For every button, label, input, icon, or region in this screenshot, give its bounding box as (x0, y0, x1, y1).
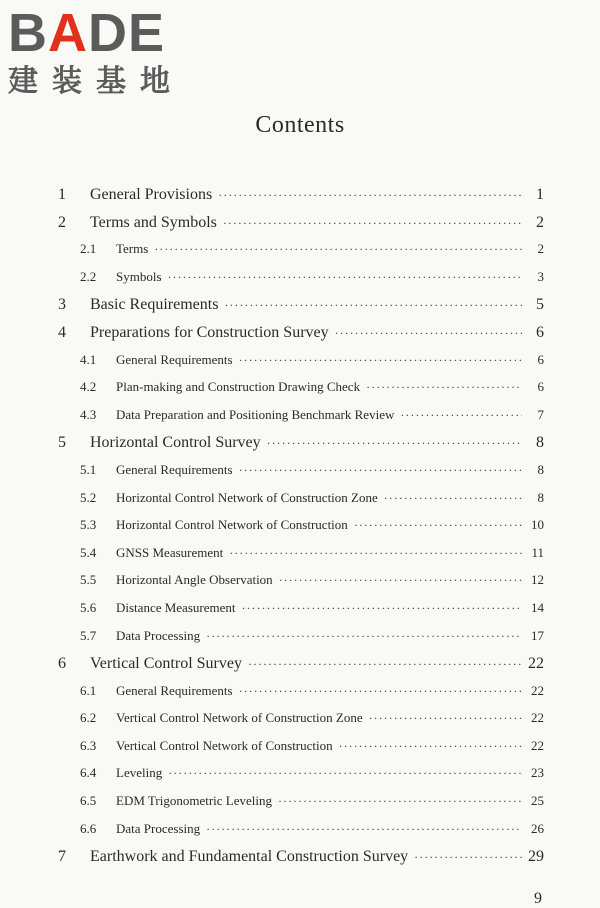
toc-title: Terms (116, 241, 149, 257)
toc-leader-dots (206, 629, 522, 644)
toc-section-row[interactable] (58, 710, 544, 738)
toc-number: 5.4 (80, 544, 97, 560)
toc-leader-dots (241, 601, 522, 616)
toc-title: Symbols (116, 268, 162, 284)
toc-section-row[interactable] (58, 352, 544, 380)
toc-page-number: 22 (531, 682, 544, 698)
toc-number: 2 (58, 213, 66, 231)
toc-number: 6.1 (80, 682, 97, 698)
toc-leader-dots (239, 463, 522, 478)
toc-number: 2.1 (80, 241, 97, 257)
toc-leader-dots (279, 573, 522, 588)
toc-section-row[interactable] (58, 683, 544, 711)
toc-leader-dots (229, 546, 522, 561)
toc-leader-dots (224, 298, 522, 313)
toc-page-number: 17 (531, 627, 544, 643)
toc-leader-dots (168, 270, 522, 285)
page-title: Contents (255, 112, 345, 138)
toc-section-row[interactable] (58, 600, 544, 628)
toc-title: Leveling (116, 765, 163, 781)
toc-page-number: 2 (536, 213, 544, 231)
toc-number: 6.6 (80, 820, 97, 836)
toc-number: 5.7 (80, 627, 97, 643)
toc-section-row[interactable] (58, 379, 544, 407)
toc-title: Horizontal Control Network of Construction (116, 517, 348, 533)
toc-title: Earthwork and Fundamental Construction Survey (90, 848, 409, 866)
toc-leader-dots (339, 739, 522, 754)
toc-number: 4.3 (80, 406, 97, 422)
toc-leader-dots (218, 188, 522, 203)
toc-number: 5.3 (80, 517, 97, 533)
toc-page-number: 6 (537, 379, 544, 395)
toc-page-number: 23 (531, 765, 544, 781)
toc-number: 6.2 (80, 710, 97, 726)
logo-letter: B (8, 3, 48, 63)
table-of-contents (58, 186, 544, 876)
toc-leader-dots (267, 436, 522, 451)
toc-page-number: 10 (531, 517, 544, 533)
toc-number: 4.1 (80, 351, 97, 367)
toc-page-number: 22 (531, 710, 544, 726)
toc-page-number: 8 (536, 434, 544, 452)
toc-leader-dots (400, 408, 522, 423)
toc-page-number: 6 (536, 323, 544, 341)
toc-title: Data Processing (116, 627, 201, 643)
toc-page-number: 11 (531, 544, 544, 560)
toc-title: General Requirements (116, 461, 233, 477)
logo-word (8, 3, 165, 63)
toc-number: 2.2 (80, 268, 97, 284)
toc-section-row[interactable] (58, 738, 544, 766)
toc-leader-dots (154, 242, 522, 257)
logo-letter: A (48, 3, 88, 63)
toc-page-number: 26 (531, 820, 544, 836)
toc-page-number: 6 (537, 351, 544, 367)
toc-section-row[interactable] (58, 821, 544, 849)
toc-title: Plan-making and Construction Drawing Check (116, 379, 361, 395)
toc-leader-dots (384, 491, 522, 506)
toc-page-number: 8 (537, 461, 544, 477)
toc-section-row[interactable] (58, 269, 544, 297)
toc-title: Basic Requirements (90, 296, 219, 314)
toc-number: 5.5 (80, 572, 97, 588)
toc-leader-dots (206, 822, 522, 837)
toc-leader-dots (168, 766, 522, 781)
toc-page-number: 22 (528, 655, 544, 673)
toc-title: Horizontal Control Network of Construction Zone (116, 489, 378, 505)
toc-title: Vertical Control Network of Construction Zone (116, 710, 363, 726)
toc-number: 6 (58, 655, 66, 673)
toc-leader-dots (239, 353, 522, 368)
toc-leader-dots (354, 518, 522, 533)
toc-number: 1 (58, 186, 66, 203)
toc-page-number: 2 (537, 241, 544, 257)
page-number: 9 (534, 890, 542, 907)
toc-leader-dots (278, 794, 522, 809)
toc-section-row[interactable] (58, 545, 544, 573)
logo-letter: E (128, 3, 166, 63)
toc-title: General Requirements (116, 351, 233, 367)
toc-chapter-row[interactable] (58, 655, 544, 683)
toc-leader-dots (248, 657, 522, 672)
toc-leader-dots (414, 850, 522, 865)
toc-section-row[interactable] (58, 241, 544, 269)
toc-leader-dots (369, 711, 522, 726)
toc-title: Data Processing (116, 820, 201, 836)
logo-wordmark (8, 3, 184, 63)
toc-page-number: 25 (531, 793, 544, 809)
toc-number: 3 (58, 296, 66, 314)
toc-title: Vertical Control Network of Construction (116, 737, 333, 753)
toc-number: 4.2 (80, 379, 97, 395)
toc-page-number: 5 (536, 296, 544, 314)
toc-chapter-row[interactable] (58, 296, 544, 324)
toc-title: Preparations for Construction Survey (90, 323, 329, 341)
toc-title: EDM Trigonometric Leveling (116, 793, 272, 809)
logo-chinese-text: 建装基地 (8, 64, 184, 99)
toc-title: Horizontal Control Survey (90, 434, 261, 452)
toc-section-row[interactable] (58, 572, 544, 600)
toc-chapter-row[interactable] (58, 186, 544, 214)
toc-title: Vertical Control Survey (90, 655, 242, 673)
toc-section-row[interactable] (58, 765, 544, 793)
toc-page-number: 1 (536, 186, 544, 203)
toc-number: 6.3 (80, 737, 97, 753)
toc-number: 5.2 (80, 489, 97, 505)
toc-leader-dots (223, 216, 522, 231)
toc-title: General Requirements (116, 682, 233, 698)
toc-chapter-row[interactable] (58, 214, 544, 242)
toc-section-row[interactable] (58, 462, 544, 490)
toc-number: 5.1 (80, 461, 97, 477)
toc-number: 5.6 (80, 599, 97, 615)
toc-title: Terms and Symbols (90, 213, 217, 231)
toc-section-row[interactable] (58, 517, 544, 545)
toc-number: 5 (58, 434, 66, 452)
toc-page-number: 29 (528, 848, 544, 866)
toc-title: Data Preparation and Positioning Benchmark Review (116, 406, 395, 422)
toc-title: General Provisions (90, 186, 213, 203)
toc-leader-dots (366, 380, 522, 395)
toc-title: GNSS Measurement (116, 544, 224, 560)
toc-number: 6.4 (80, 765, 97, 781)
toc-section-row[interactable] (58, 793, 544, 821)
logo-letter: D (88, 3, 128, 63)
toc-number: 7 (58, 848, 66, 866)
toc-section-row[interactable] (58, 407, 544, 435)
toc-page-number: 3 (537, 268, 544, 284)
toc-leader-dots (335, 326, 522, 341)
toc-page-number: 7 (537, 406, 544, 422)
toc-chapter-row[interactable] (58, 848, 544, 876)
toc-section-row[interactable] (58, 490, 544, 518)
toc-number: 6.5 (80, 793, 97, 809)
toc-chapter-row[interactable] (58, 324, 544, 352)
toc-chapter-row[interactable] (58, 434, 544, 462)
toc-leader-dots (239, 684, 522, 699)
toc-page-number: 22 (531, 737, 544, 753)
toc-page-number: 12 (531, 572, 544, 588)
toc-title: Distance Measurement (116, 599, 236, 615)
toc-number: 4 (58, 323, 66, 341)
toc-section-row[interactable] (58, 628, 544, 656)
toc-page-number: 14 (531, 599, 544, 615)
toc-page-number: 8 (537, 489, 544, 505)
toc-title: Horizontal Angle Observation (116, 572, 273, 588)
brand-logo (8, 3, 184, 100)
